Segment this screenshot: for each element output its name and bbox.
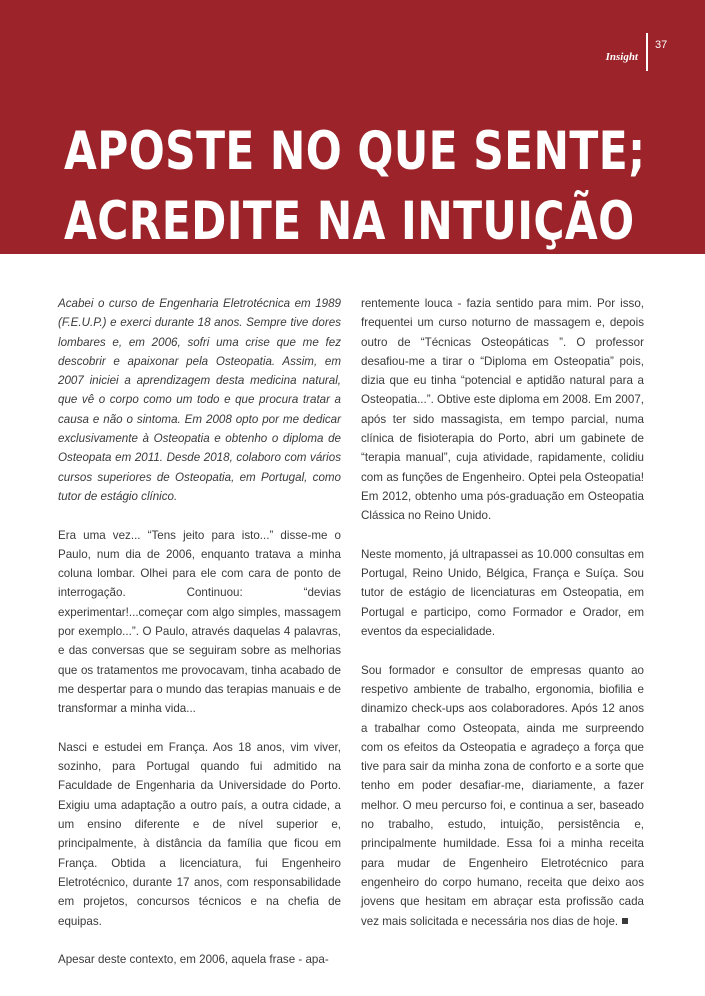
body-paragraph: Era uma vez... “Tens jeito para isto...” disse-me o Paulo, num dia de 2006, enquanto tratava a minha coluna lombar. Olhei para ele com cara de ponto de interrogação. Continuou: “devias experimentar!...começar com algo simples, massagem por exemplo...”. O Paulo, através daquelas 4 palavras, e das conversas que se seguiram sobre as melhorias que os tratamentos me provocavam, tinha acabado de me despertar para o mundo das terapias manuais e de transformar a minha vida... [58,528,341,716]
title-line-2: ACREDITE NA INTUIÇÃO [64,191,635,252]
title-line-1: APOSTE NO QUE SENTE; [64,121,646,182]
body-paragraph-final [361,661,644,931]
end-of-article-mark [622,918,628,924]
body-paragraph: rentemente louca - fazia sentido para mim. Por isso, frequentei um curso noturno de massagem e, depois outro de “Técnicas Osteopáticas ”. O professor desafiou-me a tirar o “Diploma em Osteopatia” pois, dizia que eu tinha “potencial e aptidão natural para a Osteopatia...”. Obtive este diploma em 2008. Em 2007, após ter sido massagista, em tempo parcial, numa clínica de fisioterapia do Porto, abri um gabinete de “terapia manual”, cuja atividade, rapidamente, colidiu com as funções de Engenheiro. Optei pela Osteopatia! Em 2012, obtenho uma pós-graduação em Osteopatia Clássica no Reino Unido. [361,297,644,523]
article-column-left [58,294,341,989]
header-divider [646,33,648,71]
header-banner [0,0,705,254]
body-paragraph: Neste momento, já ultrapassei as 10.000 consultas em Portugal, Reino Unido, Bélgica, França e Suíça. Sou tutor de estágio de licenciaturas em Osteopatia, em Portugal e participo, como Formador e Orador, em eventos da especialidade. [361,547,644,639]
body-paragraph: Apesar deste contexto, em 2006, aquela frase - apa- [58,953,329,967]
intro-paragraph: Acabei o curso de Engenharia Eletrotécnica em 1989 (F.E.U.P.) e exerci durante 18 anos. Sempre tive dores lombares e, em 2006, sofri uma crise que me fez descobrir e apaixonar pela Osteopatia. Assim, em 2007 iniciei a aprendizagem desta medicina natural, que vê o corpo como um todo e que procura tratar a causa e não o sintoma. Em 2008 opto por me dedicar exclusivamente à Osteopatia e obtenho o diploma de Osteopata em 2011. Desde 2018, colaboro com vários cursos superiores de Osteopatia, em Portugal, como tutor de estágio clínico. [58,297,341,503]
final-paragraph-text: Sou formador e consultor de empresas quanto ao respetivo ambiente de trabalho, ergonomia, biofilia e dinamizo check-ups aos colaboradores. Após 12 anos a trabalhar como Osteopata, ainda me surpreendo com os efeitos da Osteopatia e agradeço a força que tive para sair da minha zona de conforto e a sorte que tenho em poder desafiar-me, diariamente, a fazer melhor. O meu percurso foi, e continua a ser, baseado no trabalho, estudo, intuição, persistência e, principalmente humildade. Essa foi a minha receita para mudar de Engenheiro Eletrotécnico para engenheiro do corpo humano, receita que deixo aos jovens que hesitam em abraçar esta profissão cada vez mais solicitada e necessária nos dias de hoje. [361,663,644,928]
article-column-right [361,294,644,950]
section-label: Insight [605,51,638,63]
article-title [64,117,654,257]
page-number: 37 [655,39,668,51]
body-paragraph: Nasci e estudei em França. Aos 18 anos, vim viver, sozinho, para Portugal quando fui admitido na Faculdade de Engenharia da Universidade do Porto. Exigiu uma adaptação a outro país, a outra cidade, a um ensino diferente e de nível superior e, principalmente, à distância da família que ficou em França. Obtida a licenciatura, fui Engenheiro Eletrotécnico, durante 17 anos, com responsabilidade em projetos, concursos técnicos e na chefia de equipas. [58,740,341,928]
